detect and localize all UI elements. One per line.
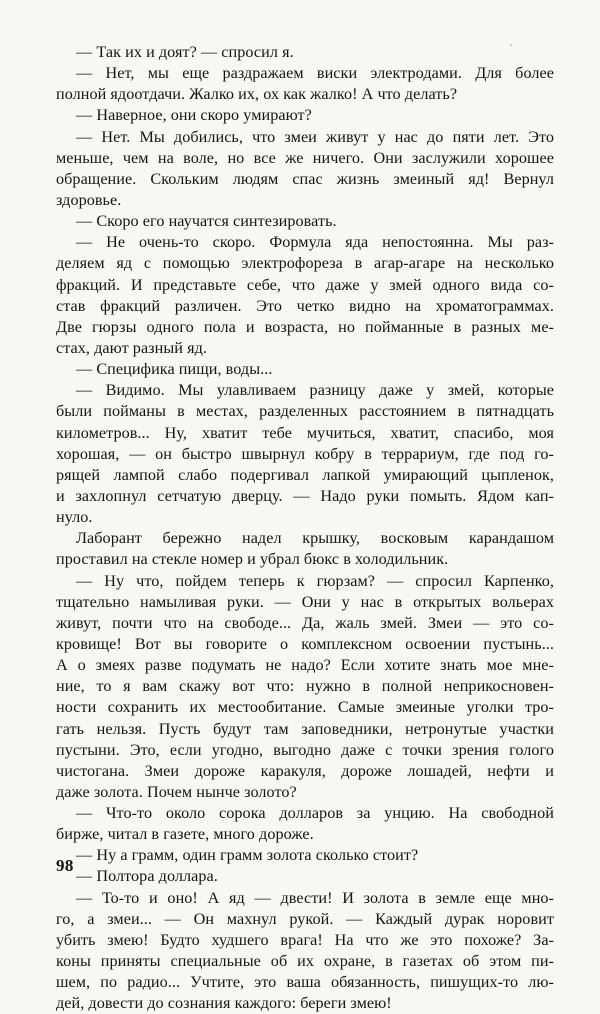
text-line: были пойманы в местах, разделенных расстоянием в пятнадцать xyxy=(56,402,554,421)
text-line: го, а змеи... — Он махнул рукой. — Каждый дурак норовит xyxy=(56,909,554,928)
text-line: став фракций различен. Это четко видно на хроматограммах. xyxy=(56,296,554,315)
text-line: полной ядоотдачи. Жалко их, ох как жалко! А что делать? xyxy=(56,85,458,104)
text-line: — Нет. Мы добились, что змеи живут у нас до пяти лет. Это xyxy=(76,127,554,146)
text-line: и захлопнул сетчатую дверцу. — Надо руки помыть. Ядом кап- xyxy=(56,486,554,505)
text-line: здоровье. xyxy=(56,190,122,209)
text-line: хорошая, — он быстро швырнул кобру в террариум, где под го- xyxy=(56,444,554,463)
text-line: тщательно намыливая руки. — Они у нас в открытых вольерах xyxy=(56,592,554,611)
text-line: — Ну а грамм, один грамм золота сколько стоит? xyxy=(76,846,419,865)
text-line: — Наверное, они скоро умирают? xyxy=(76,106,312,125)
text-line: — Специфика пищи, воды... xyxy=(76,360,273,379)
text-line: гать нельзя. Пусть будут там заповедники, нетронутые участки xyxy=(56,719,554,738)
text-line: ние, то я вам скажу вот что: нужно в полной неприкосновен- xyxy=(56,677,554,696)
text-line: Две гюрзы одного пола и возраста, но пойманные в разных ме- xyxy=(56,317,554,336)
text-line: ности сохранить их местообитание. Самые змеиные уголки тро- xyxy=(56,698,554,717)
text-line: — Полтора доллара. xyxy=(76,867,218,886)
text-line: обращение. Скольким людям спас жизнь змеиный яд! Вернул xyxy=(56,169,554,188)
text-line: деляем яд с помощью электрофореза в агар-агаре на несколько xyxy=(56,254,554,273)
text-line: стах, дают разный яд. xyxy=(56,338,207,357)
text-line: километров... Ну, хватит тебе мучиться, хватит, спасибо, моя xyxy=(56,423,554,442)
text-line: даже золота. Почем нынче золото? xyxy=(56,782,297,801)
text-line: — Не очень-то скоро. Формула яда непостоянна. Мы раз- xyxy=(76,233,554,252)
text-line: кровище! Вот вы говорите о комплексном освоении пустынь... xyxy=(56,634,554,653)
text-line: дей, довести до сознания каждого: береги змею! xyxy=(56,994,392,1013)
text-line: меньше, чем на воле, но все же ничего. Они заслужили хорошее xyxy=(56,148,554,167)
text-line: живут, почти что на свободе... Да, жаль змей. Змеи — это со- xyxy=(56,613,554,632)
text-line: — Видимо. Мы улавливаем разницу даже у змей, которые xyxy=(76,381,554,400)
text-line: — Скоро его научатся синтезировать. xyxy=(76,212,337,231)
text-line: фракций. И представьте себе, что даже у змей одного вида со- xyxy=(56,275,554,294)
text-line: коны приняты специальные об их охране, в газетах об этом пи- xyxy=(56,952,554,971)
text-line: — Ну что, пойдем теперь к гюрзам? — спросил Карпенко, xyxy=(76,571,554,590)
book-page-text xyxy=(56,42,554,1014)
text-line: — Нет, мы еще раздражаем виски электродами. Для более xyxy=(76,64,554,83)
text-line: шем, по радио... Учтите, это ваша обязанность, пишущих-то лю- xyxy=(56,973,554,992)
text-line: бирже, читал в газете, много дороже. xyxy=(56,825,314,844)
text-line: чистогана. Змеи дороже каракуля, дороже лошадей, нефти и xyxy=(56,761,554,780)
text-line: — То-то и оно! А яд — двести! И золота в земле еще мно- xyxy=(76,888,554,907)
text-line: пустыни. Это, если угодно, выгодно даже с точки зрения голого xyxy=(56,740,554,759)
text-line: — Что-то около сорока долларов за унцию. На свободной xyxy=(76,804,554,823)
text-line: рящей лампой слабо подергивал лапкой умирающий цыпленок, xyxy=(56,465,554,484)
text-line: А о змеях разве подумать не надо? Если хотите знать мое мне- xyxy=(56,656,554,675)
text-line: — Так их и доят? — спросил я. xyxy=(76,43,294,61)
text-line: убить змею! Будто худшего врага! На что же это похоже? За- xyxy=(56,930,554,949)
text-line: нуло. xyxy=(56,508,93,527)
text-line: проставил на стекле номер и убрал бюкс в холодильник. xyxy=(56,550,449,569)
page-number: 98 xyxy=(56,856,74,875)
text-line: Лаборант бережно надел крышку, восковым карандашом xyxy=(76,529,554,548)
